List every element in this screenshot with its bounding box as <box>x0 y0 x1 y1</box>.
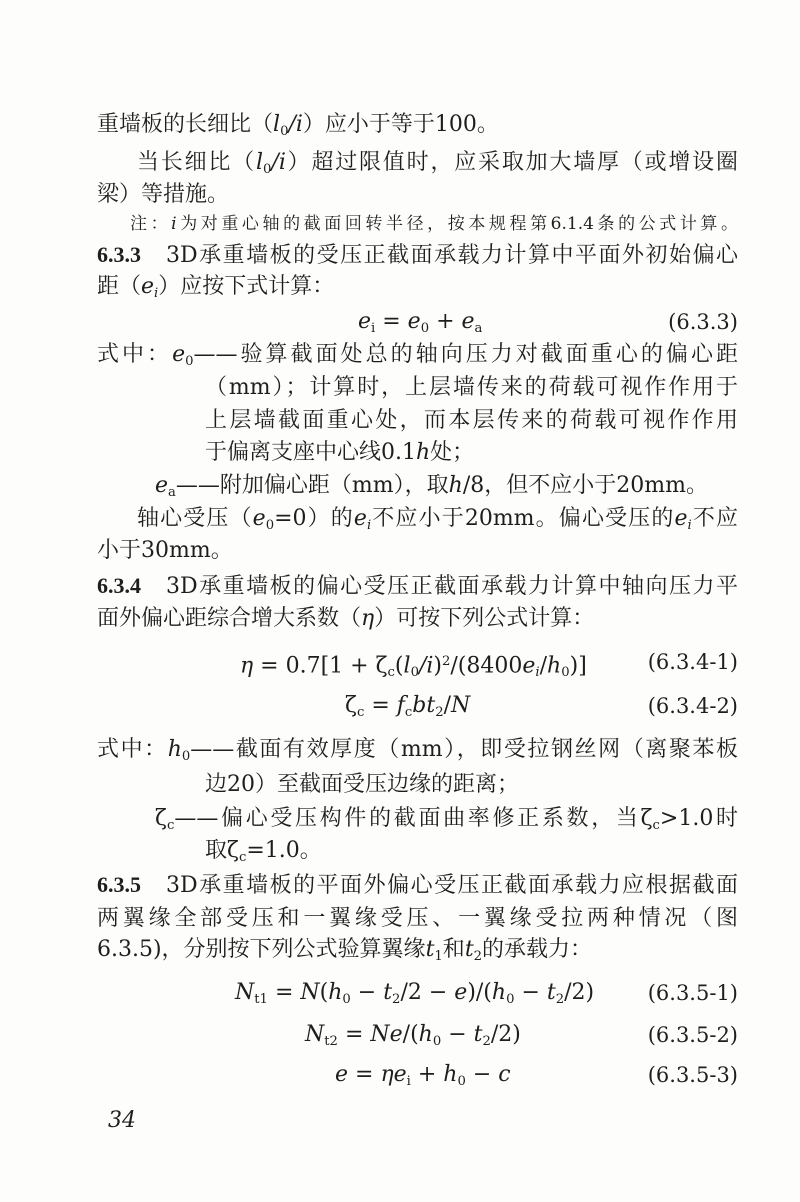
math-symbol: t <box>546 980 556 1005</box>
section-heading-6-3-3 <box>97 241 738 270</box>
text-line <box>137 149 738 184</box>
text-run: 面外偏心距综合增大系数（ <box>97 606 362 631</box>
math-symbol: 0 <box>432 1033 442 1049</box>
text-run: 6.3.5)，分别按下列公式验算翼缘 <box>97 937 426 962</box>
math-symbol: t <box>425 937 435 962</box>
math-symbol: e <box>353 506 367 531</box>
math-symbol: 0 <box>506 991 515 1007</box>
math-symbol: 0 <box>420 320 430 336</box>
text-run: 不应 <box>691 506 738 531</box>
text-run: ）应按下式计算： <box>158 274 335 299</box>
text-run: /2) <box>490 1022 521 1047</box>
math-symbol: η <box>361 606 375 631</box>
section-heading-6-3-5 <box>97 871 738 900</box>
math-symbol: h <box>443 1062 458 1087</box>
math-symbol: 0 <box>561 665 570 681</box>
where-clause <box>155 472 708 507</box>
math-symbol: 0 <box>263 161 272 177</box>
text-run: 式中： <box>97 737 168 762</box>
text-run: 和 <box>442 937 465 962</box>
math-symbol: 2 <box>392 991 401 1007</box>
text-run: /( <box>402 1022 419 1047</box>
text-run: 取ζ <box>205 838 239 863</box>
math-symbol: a <box>474 320 483 336</box>
math-symbol: e <box>335 1062 349 1087</box>
text-run: /2) <box>564 980 595 1005</box>
section-number: 6.3.3 <box>97 242 141 267</box>
text-run: 注： <box>130 214 172 234</box>
text-run: ( <box>394 653 404 679</box>
math-symbol: e <box>358 309 372 334</box>
text-run: − <box>465 1062 499 1087</box>
text-line <box>97 181 229 209</box>
math-symbol: t <box>473 1022 483 1047</box>
section-heading-6-3-4 <box>97 572 738 601</box>
text-run: ）超过限值时，应采取加大墙厚（或增设圈 <box>285 150 738 175</box>
math-symbol: h <box>418 1022 433 1047</box>
math-symbol: t <box>383 980 393 1005</box>
text-run: 当长细比（ <box>137 150 256 175</box>
text-run: /(8400 <box>450 653 523 679</box>
math-symbol: a <box>168 484 176 500</box>
formula-6-3-4-1 <box>240 648 587 687</box>
math-symbol: e <box>407 309 421 334</box>
math-symbol: 0 <box>342 991 351 1007</box>
text-line <box>205 837 322 872</box>
math-symbol: N <box>451 693 471 718</box>
math-symbol: N <box>235 980 255 1005</box>
math-symbol: c <box>166 817 175 833</box>
math-symbol: l <box>273 112 281 137</box>
math-symbol: i <box>366 517 372 533</box>
text-run: ζ <box>155 806 167 831</box>
math-symbol: i <box>371 320 376 336</box>
text-run: 处； <box>430 440 475 465</box>
math-symbol: h <box>448 473 463 498</box>
text-line <box>137 505 738 540</box>
math-symbol: l <box>403 653 411 679</box>
math-symbol: c <box>356 704 365 720</box>
text-run: >1.0时 <box>659 806 738 831</box>
equation-number: (6.3.4-1) <box>647 650 738 674</box>
text-run: 距（ <box>97 274 142 299</box>
text-run: ——截面有效厚度（mm），即受拉钢丝网（离聚苯板 <box>190 737 738 762</box>
where-clause <box>97 341 738 376</box>
text-run: − <box>441 1022 474 1047</box>
math-symbol: l <box>255 150 264 175</box>
text-line <box>205 374 738 402</box>
math-symbol: i <box>535 665 540 681</box>
text-line <box>205 407 738 435</box>
text-run: + <box>410 1062 444 1087</box>
text-run: 上层墙截面重心处，而本层传来的荷载可视作作用 <box>205 408 738 433</box>
text-run: − <box>350 980 384 1005</box>
where-clause <box>155 805 738 840</box>
math-symbol: 0 <box>185 353 194 369</box>
text-line <box>97 605 594 633</box>
math-symbol: t1 <box>254 991 268 1007</box>
text-run: 轴心受压（ <box>137 506 253 531</box>
text-run: = <box>267 980 301 1005</box>
math-symbol: t <box>464 937 474 962</box>
equation-number: (6.3.5-2) <box>647 1023 738 1047</box>
text-line <box>205 771 519 799</box>
math-symbol: e <box>252 506 266 531</box>
text-run: = 0.7[1 + ζ <box>253 653 388 679</box>
text-run: ）可按下列公式计算： <box>374 606 595 631</box>
math-symbol: η <box>240 653 254 679</box>
math-symbol: f <box>396 693 405 718</box>
text-run: ）应小于等于100。 <box>302 112 499 137</box>
text-run: = <box>375 309 408 334</box>
text-run: =1.0。 <box>246 838 322 863</box>
formula-6-3-5-1 <box>235 979 594 1014</box>
math-symbol: 1 <box>434 948 443 964</box>
math-symbol: e <box>141 274 155 299</box>
equation-number: (6.3.5-3) <box>647 1063 738 1087</box>
text-run: / <box>443 693 452 718</box>
math-symbol: 0 <box>181 748 191 764</box>
equation-number: (6.3.3) <box>668 310 738 334</box>
math-symbol: i <box>406 1073 411 1089</box>
math-symbol: e <box>522 653 536 679</box>
math-symbol: /i <box>271 150 286 175</box>
math-symbol: h <box>167 737 182 762</box>
math-symbol: c <box>387 665 395 681</box>
text-run: 于偏离支座中心线0.1 <box>205 440 416 465</box>
math-symbol: c <box>652 817 660 833</box>
text-run: 梁）等措施。 <box>97 182 230 207</box>
text-run: /2 − <box>400 980 455 1005</box>
math-symbol: 2 <box>555 991 565 1007</box>
text-run: = <box>337 1022 371 1047</box>
text-run: 重墙板的长细比（ <box>97 112 274 137</box>
math-symbol: N <box>305 1022 325 1047</box>
text-run: − <box>514 980 547 1005</box>
math-symbol: h <box>416 440 431 465</box>
math-symbol: t2 <box>324 1033 338 1049</box>
math-symbol: 2 <box>435 704 444 720</box>
text-run: )/( <box>467 980 492 1005</box>
text-run: 式中： <box>97 342 173 367</box>
math-symbol: e <box>674 506 688 531</box>
text-run: 两翼缘全部受压和一翼缘受压、一翼缘受拉两种情况（图 <box>97 906 738 931</box>
math-symbol: ηe <box>380 1062 407 1087</box>
math-symbol: bt <box>412 693 436 718</box>
text-line <box>97 111 499 146</box>
text-line <box>97 905 738 933</box>
math-symbol: h <box>491 980 507 1005</box>
text-run: ——验算截面处总的轴向压力对截面重心的偏心距 <box>193 342 738 367</box>
text-run: ——附加偏心距（mm），取 <box>175 473 449 498</box>
text-run: ζ <box>345 693 357 718</box>
math-symbol: i <box>154 285 159 301</box>
math-symbol: h <box>547 653 562 679</box>
text-run: /8，但不应小于20mm。 <box>462 473 708 498</box>
text-run: =0）的 <box>274 506 354 531</box>
text-run: 3D承重墙板的偏心受压正截面承载力计算中轴向压力平 <box>141 574 738 599</box>
formula-6-3-5-3 <box>335 1061 511 1096</box>
section-number: 6.3.4 <box>97 573 141 598</box>
text-line <box>97 273 334 308</box>
equation-number: (6.3.4-2) <box>647 694 738 718</box>
math-symbol: c <box>404 704 413 720</box>
math-symbol: N <box>300 980 320 1005</box>
formula-6-3-4-2 <box>345 692 470 727</box>
text-run: 3D承重墙板的受压正截面承载力计算中平面外初始偏心 <box>141 243 738 268</box>
math-symbol: 0 <box>410 665 419 681</box>
math-symbol: c <box>498 1062 511 1087</box>
math-symbol: /i <box>288 112 303 137</box>
formula-6-3-5-2 <box>305 1021 521 1056</box>
math-symbol: i <box>687 517 692 533</box>
text-run: 小于30mm。 <box>97 538 233 563</box>
math-symbol: e <box>461 309 475 334</box>
math-symbol: 0 <box>265 517 275 533</box>
text-run: ( <box>319 980 329 1005</box>
math-symbol: e <box>155 473 169 498</box>
section-number: 6.3.5 <box>97 872 141 897</box>
where-clause <box>97 736 738 771</box>
equation-number: (6.3.5-1) <box>647 981 738 1005</box>
text-run: = <box>348 1062 381 1087</box>
text-run: 3D承重墙板的平面外偏心受压正截面承载力应根据截面 <box>141 873 738 898</box>
math-symbol: e <box>172 342 186 367</box>
text-run: )] <box>569 653 587 679</box>
note-line <box>130 210 738 238</box>
text-run: 边20）至截面受压边缘的距离； <box>205 772 519 797</box>
text-run: ——偏心受压构件的截面曲率修正系数，当ζ <box>174 806 653 831</box>
math-symbol: /i <box>418 653 434 679</box>
text-run: 为对重心轴的截面回转半径，按本规程第6.1.4条的公式计算。 <box>176 214 738 234</box>
math-symbol: e <box>454 980 468 1005</box>
math-symbol: 0 <box>280 123 289 139</box>
text-run: 的承载力： <box>482 937 593 962</box>
text-run: / <box>539 653 548 679</box>
math-symbol: 2 <box>473 948 483 964</box>
text-line <box>97 537 233 565</box>
math-symbol: c <box>238 849 247 865</box>
math-symbol: Ne <box>370 1022 403 1047</box>
text-run: ) <box>433 653 442 679</box>
math-symbol: i <box>171 214 177 234</box>
math-symbol: 0 <box>457 1073 466 1089</box>
text-run: 不应小于20mm。偏心受压的 <box>371 506 675 531</box>
text-line <box>97 936 592 971</box>
text-run: + <box>429 309 462 334</box>
math-symbol: h <box>328 980 343 1005</box>
math-symbol: 2 <box>442 654 451 669</box>
page-number: 34 <box>108 1108 136 1133</box>
text-run: = <box>364 693 397 718</box>
formula-6-3-3 <box>358 308 482 343</box>
math-symbol: 2 <box>482 1033 491 1049</box>
text-line <box>205 439 474 467</box>
text-run: （mm）；计算时，上层墙传来的荷载可视作作用于 <box>205 375 738 400</box>
